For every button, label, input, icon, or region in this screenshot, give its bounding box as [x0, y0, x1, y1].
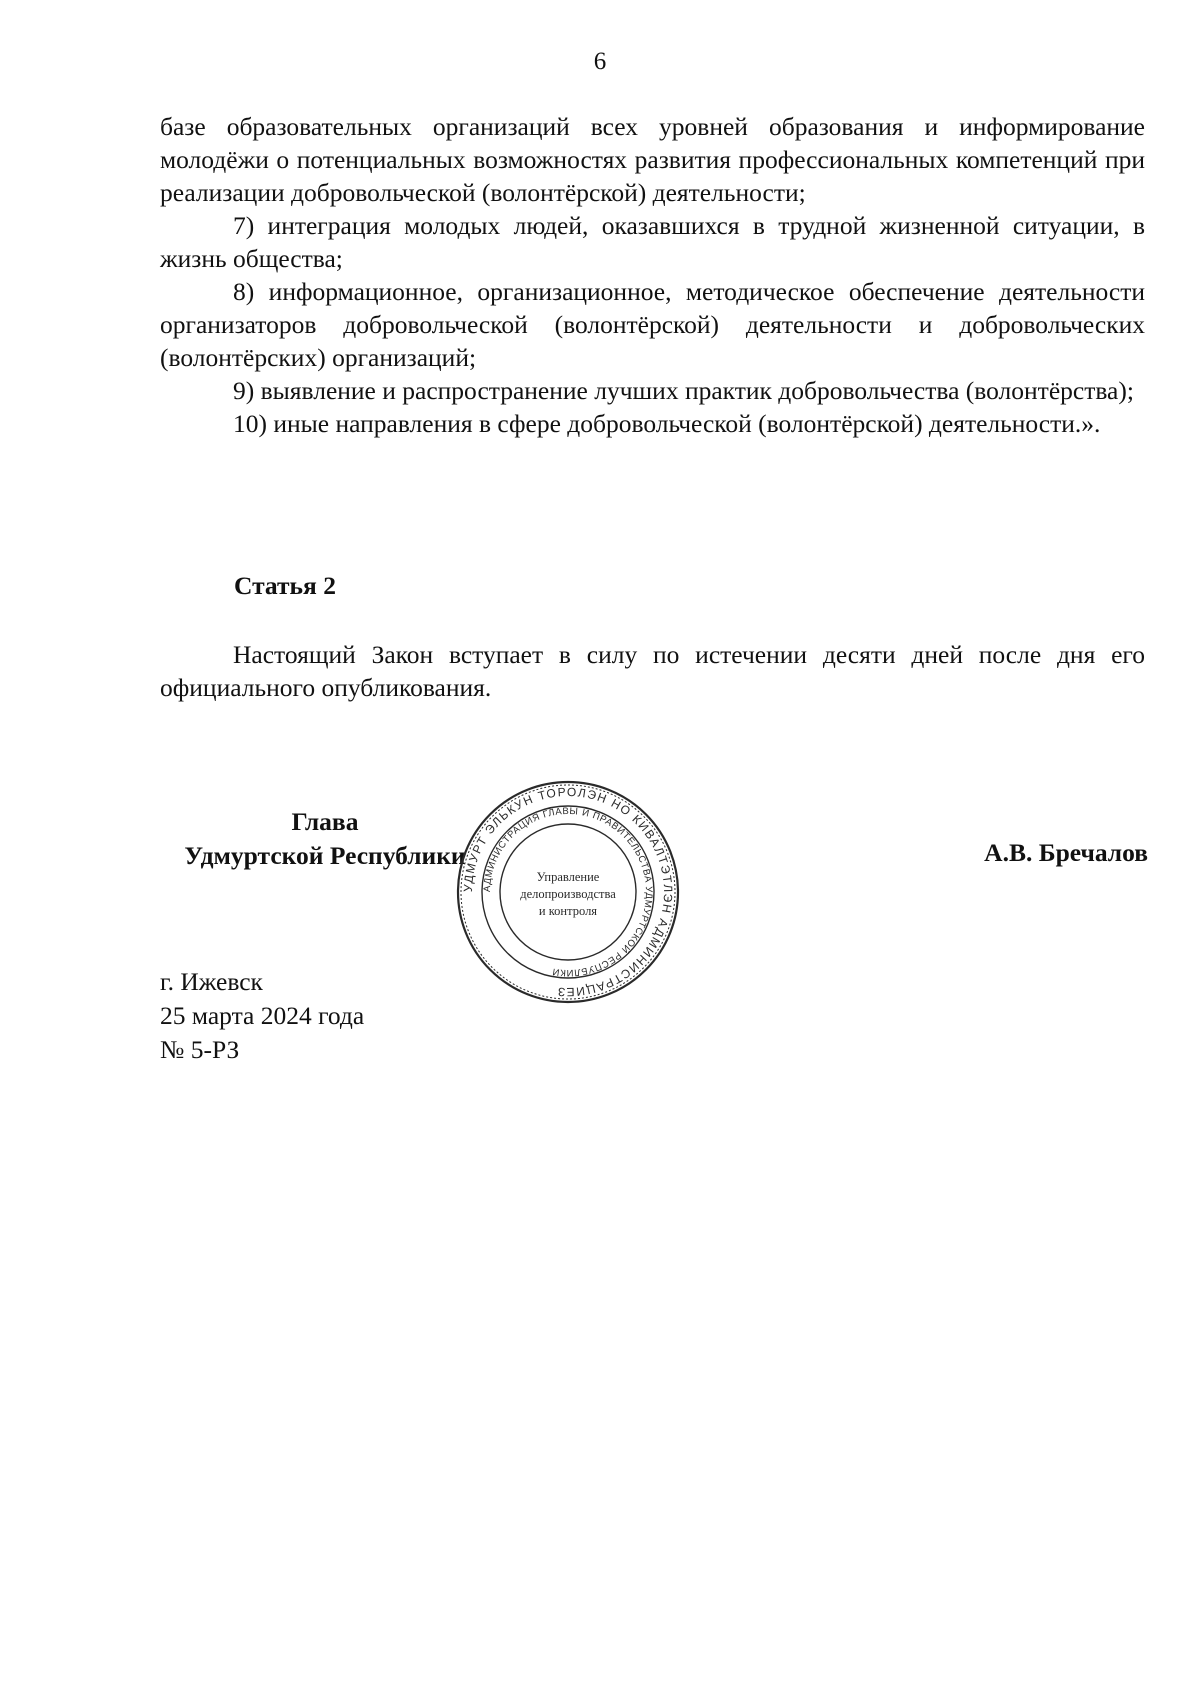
page-number: 6	[593, 48, 607, 75]
law-number: № 5-РЗ	[160, 1035, 240, 1064]
city: г. Ижевск	[160, 967, 263, 996]
article-text: Настоящий Закон вступает в силу по истечении десяти дней после дня его официального опубликования.	[160, 640, 1145, 702]
official-seal-stamp	[454, 778, 682, 1006]
seal-center-line3: и контроля	[538, 904, 598, 918]
law-text-body	[160, 110, 1145, 440]
list-item-8: 8) информационное, организационное, методическое обеспечение деятельности организаторов добровольческой (волонтёрской) деятельности и добровольческих (волонтёрских) организаций;	[160, 277, 1145, 372]
list-item-9: 9) выявление и распространение лучших практик добровольчества (волонтёрства);	[233, 376, 1134, 405]
article-heading: Статья 2	[234, 571, 336, 600]
place-date-number-block	[160, 965, 364, 1067]
seal-center-line2: делопроизводства	[520, 887, 616, 901]
seal-inner-text: АДМИНИСТРАЦИЯ ГЛАВЫ И ПРАВИТЕЛЬСТВА УДМУРТСКОЙ РЕСПУБЛИКИ	[481, 805, 655, 979]
list-item-7: 7) интеграция молодых людей, оказавшихся в трудной жизненной ситуации, в жизнь общества;	[160, 211, 1145, 273]
signatory-title-line2: Удмуртской Республики	[184, 841, 466, 870]
signatory-name: А.В. Бречалов	[984, 838, 1148, 867]
signatory-title	[160, 805, 490, 873]
seal-outer-text: УДМУРТ ЭЛЬКУН ТОРОЛЭН НО КИВАЛТЭТЛЭН АДМИНИСТРАЦИЕЗ	[460, 784, 676, 1000]
signing-date: 25 марта 2024 года	[160, 1001, 365, 1030]
list-item-10: 10) иные направления в сфере добровольческой (волонтёрской) деятельности.».	[233, 409, 1101, 438]
signatory-title-line1: Глава	[291, 807, 359, 836]
continuation-paragraph: базе образовательных организаций всех уровней образования и информирование молодёжи о потенциальных возможностях развития профессиональных компетенций при реализации добровольческой (волонтёрской) деятельности;	[160, 112, 1145, 207]
seal-center-line1: Управление	[536, 870, 600, 884]
